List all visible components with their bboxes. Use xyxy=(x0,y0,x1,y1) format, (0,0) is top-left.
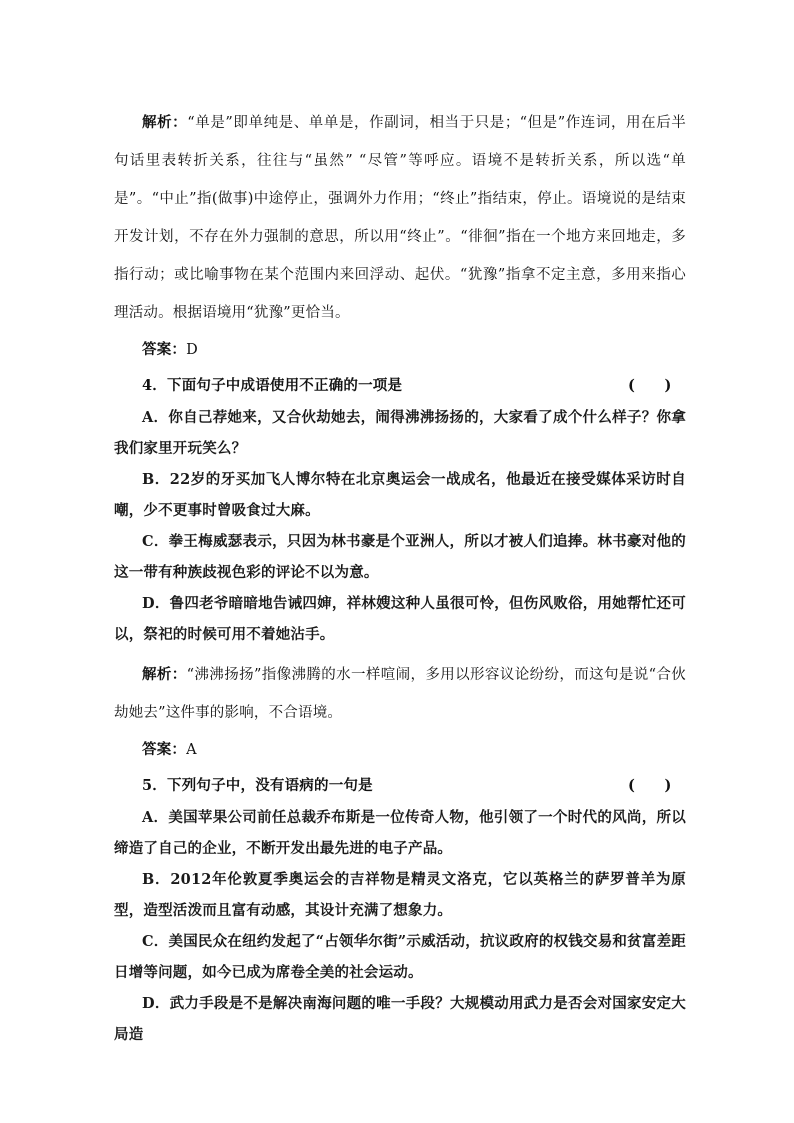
analysis-label: 解析： xyxy=(142,114,188,131)
analysis-label: 解析： xyxy=(142,666,187,683)
question-5-option-a: A．美国苹果公司前任总裁乔布斯是一位传奇人物，他引领了一个时代的风尚，所以缔造了自己的企业，不断开发出最先进的电子产品。 xyxy=(114,809,686,857)
question-5-option-b: B．2012年伦敦夏季奥运会的吉祥物是精灵文洛克，它以英格兰的萨罗普羊为原型，造型活泼而且富有动感，其设计充满了想象力。 xyxy=(114,871,686,919)
question-stem: 4．下面句子中成语使用不正确的一项是 xyxy=(142,377,403,394)
question-4-option-b: B．22岁的牙买加飞人博尔特在北京奥运会一战成名，他最近在接受媒体采访时自嘲，少不更事时曾吸食过大麻。 xyxy=(114,471,686,519)
question-stem: 5．下列句子中，没有语病的一句是 xyxy=(142,777,373,794)
answer-blank: ( ) xyxy=(628,377,672,394)
answer-label: 答案： xyxy=(142,341,187,358)
question-4-option-c: C．拳王梅威瑟表示，只因为林书豪是个亚洲人，所以才被人们追捧。林书豪对他的这一带有种族歧视色彩的评论不以为意。 xyxy=(114,533,686,581)
analysis-paragraph-1 xyxy=(114,104,686,332)
question-4-option-a: A．你自己荐她来，又合伙劫她去，闹得沸沸扬扬的，大家看了成个什么样子？你拿我们家里开玩笑么？ xyxy=(114,409,686,457)
answer-blank: ( ) xyxy=(628,777,672,794)
analysis-paragraph-2 xyxy=(114,656,686,732)
analysis-text: “单是”即单纯是、单单是，作副词，相当于只是；“但是”作连词，用在后半句话里表转折关系，往往与“虽然” “尽管”等呼应。语境不是转折关系，所以选“单是”。“中止”指(做事)中途停止，强调外力作用；“终止”指结束，停止。语境说的是结束开发计划，不存在外力强制的意思，所以用“终止”。“徘徊”指在一个地方来回地走，多指行动；或比喻事物在某个范围内来回浮动、起伏。“犹豫”指拿不定主意，多用来指心理活动。根据语境用“犹豫”更恰当。 xyxy=(114,115,686,321)
answer-label: 答案： xyxy=(142,741,187,758)
answer-line-1 xyxy=(114,336,686,364)
answer-value: A xyxy=(186,742,197,758)
document-page xyxy=(114,104,686,1050)
question-4-option-d: D．鲁四老爷暗暗地告诫四婶，祥林嫂这种人虽很可怜，但伤风败俗，用她帮忙还可以，祭祀的时候可用不着她沾手。 xyxy=(114,595,686,643)
question-5-option-d: D．武力手段是不是解决南海问题的唯一手段？大规模动用武力是否会对国家安定大局造 xyxy=(114,995,686,1043)
question-5-stem xyxy=(114,770,686,802)
answer-value: D xyxy=(186,342,198,358)
question-4-stem xyxy=(114,370,686,402)
answer-line-2 xyxy=(114,736,686,764)
analysis-text: “沸沸扬扬”指像沸腾的水一样喧闹，多用以形容议论纷纷，而这句是说“合伙劫她去”这件事的影响，不合语境。 xyxy=(114,667,686,721)
question-5-option-c: C．美国民众在纽约发起了“占领华尔街”示威活动，抗议政府的权钱交易和贫富差距日增等问题，如今已成为席卷全美的社会运动。 xyxy=(114,933,686,981)
